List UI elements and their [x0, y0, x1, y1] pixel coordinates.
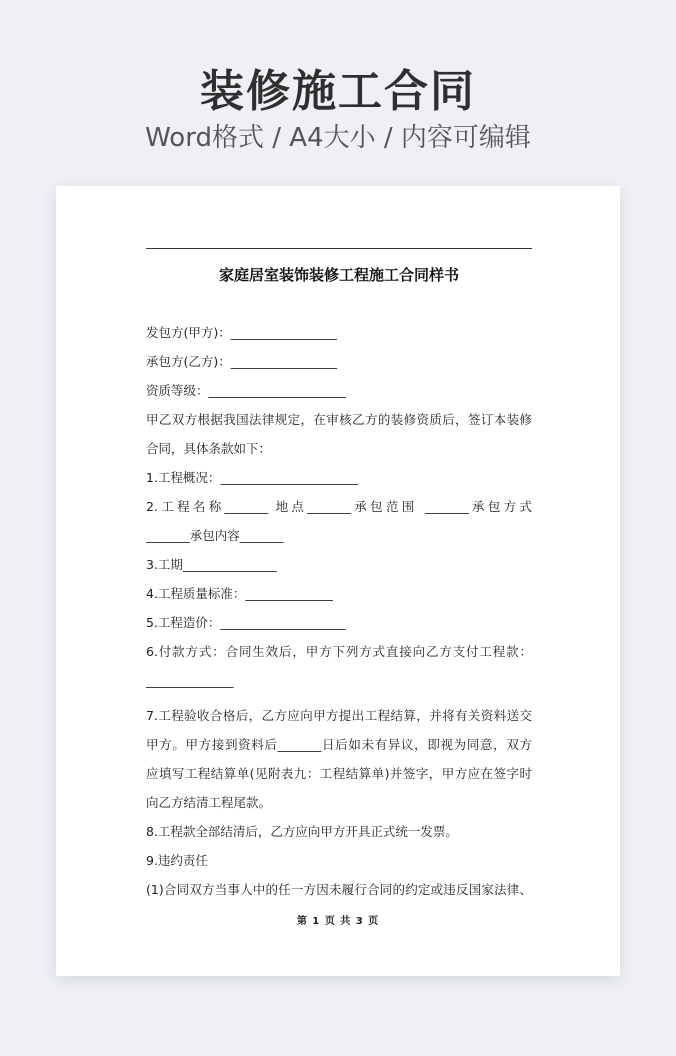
- text-line: 资质等级：______________________: [146, 383, 347, 398]
- text-line: 7.工程验收合格后，乙方应向甲方提出工程结算，并将有关资料送交: [146, 708, 532, 723]
- text-line: 承包方(乙方)：_________________: [146, 354, 338, 369]
- document-title: 家庭居室装饰装修工程施工合同样书: [218, 266, 459, 284]
- document-body: [146, 318, 532, 904]
- text-line: 发包方(甲方)：_________________: [146, 325, 338, 340]
- text-line: 合同，具体条款如下：: [146, 441, 272, 456]
- text-line: 向乙方结清工程尾款。: [146, 795, 272, 810]
- text-line: 3.工期_______________: [146, 557, 277, 572]
- text-line: 应填写工程结算单(见附表九：工程结算单)并签字，甲方应在签字时: [146, 766, 532, 781]
- text-line: 1.工程概况：______________________: [146, 470, 358, 485]
- text-line: 2.工程名称_______ 地点_______承包范围 _______承包方式: [146, 499, 532, 514]
- page-number: 第 1 页 共 3 页: [296, 916, 380, 927]
- document-page: [56, 186, 620, 976]
- text-line: 8.工程款全部结清后，乙方应向甲方开具正式统一发票。: [146, 824, 458, 839]
- page-subtitle: Word格式 / A4大小 / 内容可编辑: [145, 123, 531, 153]
- text-line: _______承包内容_______: [146, 528, 284, 543]
- page-title: 装修施工合同: [200, 66, 476, 117]
- text-line: (1)合同双方当事人中的任一方因未履行合同的约定或违反国家法律、: [146, 882, 532, 897]
- text-line: 4.工程质量标准：______________: [146, 586, 333, 601]
- text-line: 5.工程造价：____________________: [146, 615, 346, 630]
- text-line: 6.付款方式：合同生效后，甲方下列方式直接向乙方支付工程款：: [146, 644, 532, 659]
- header-rule: [146, 248, 532, 249]
- text-line: 9.违约责任: [146, 853, 208, 868]
- text-line: 甲乙双方根据我国法律规定，在审核乙方的装修资质后，签订本装修: [146, 412, 532, 427]
- text-line: ______________: [146, 673, 234, 688]
- text-line: 甲方。甲方接到资料后_______日后如未有异议，即视为同意，双方: [146, 737, 532, 752]
